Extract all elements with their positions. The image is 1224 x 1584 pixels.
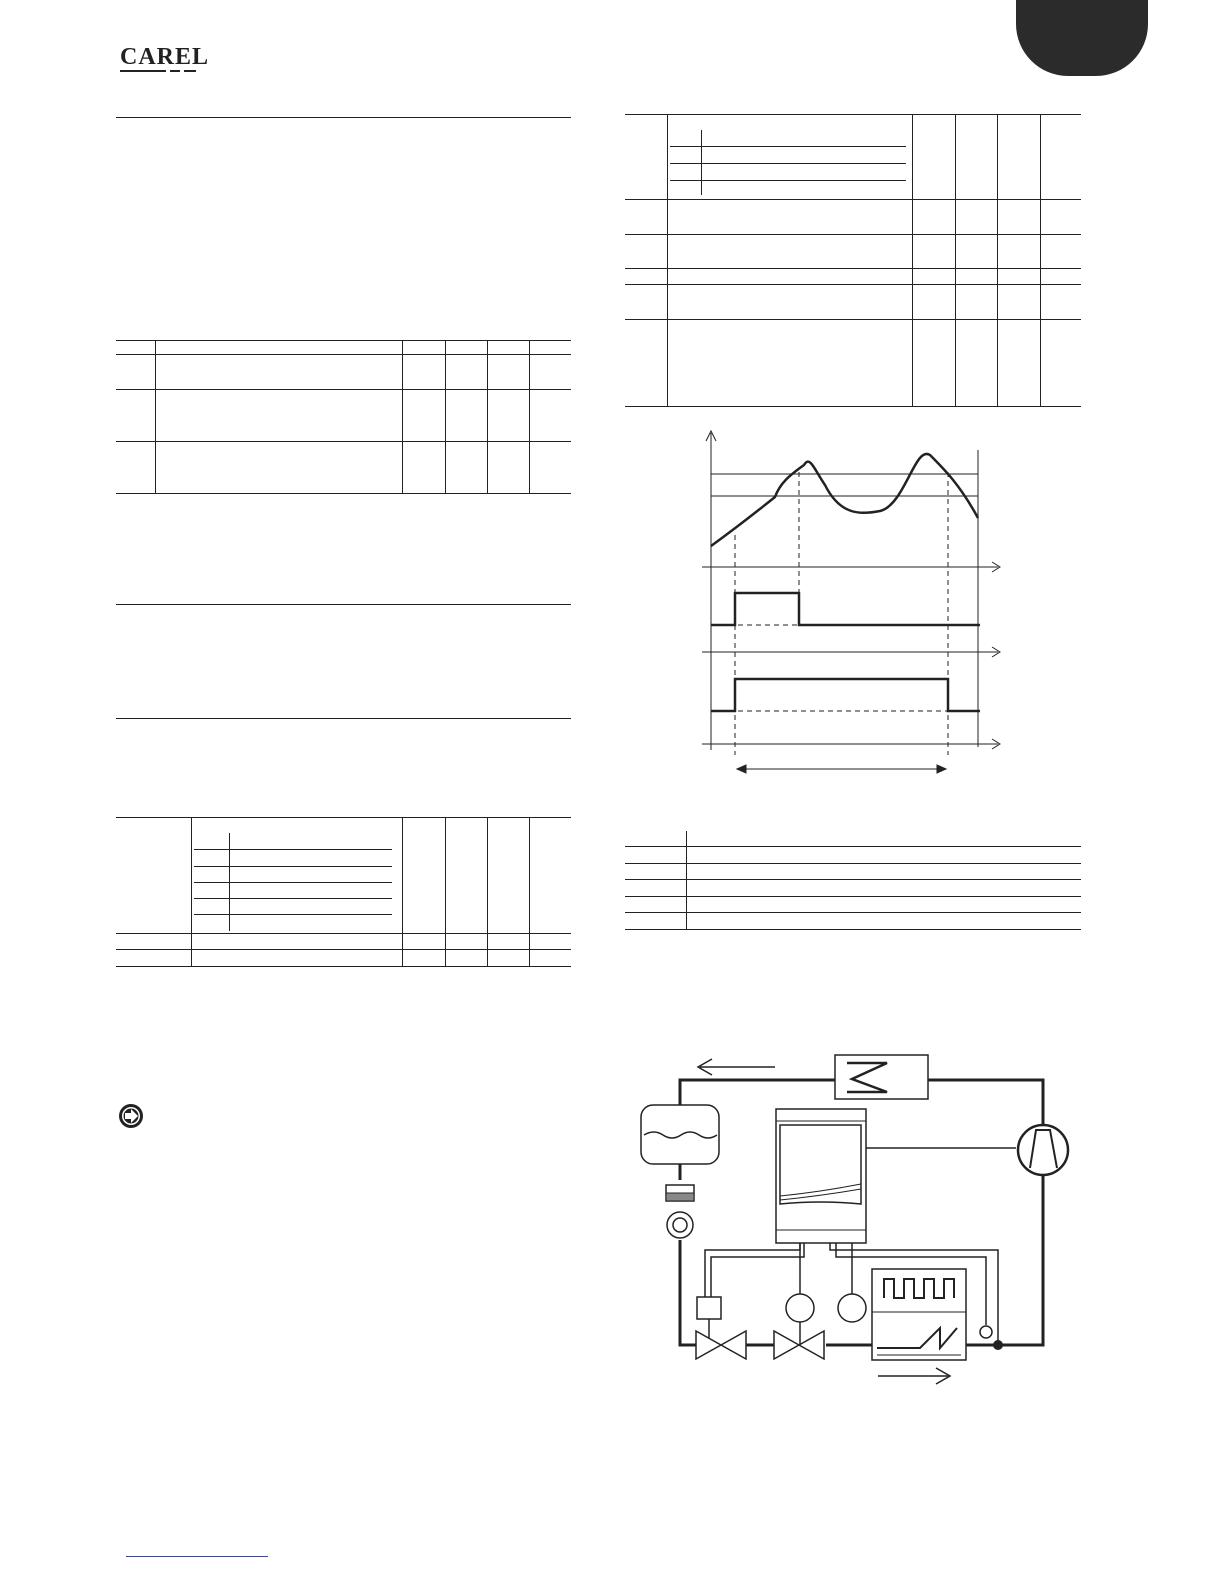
table-divider [1040, 114, 1041, 406]
table-rule [625, 114, 1081, 115]
table-divider [445, 817, 446, 966]
table-rule [625, 929, 1081, 930]
table-rule [625, 199, 1081, 200]
table-rule [116, 949, 571, 950]
table-rule [116, 493, 571, 494]
table-divider [402, 817, 403, 966]
section-rule [116, 117, 571, 118]
table-divider [912, 114, 913, 406]
table-divider [529, 817, 530, 966]
carel-logo: CAREL [120, 44, 210, 70]
table-divider [191, 817, 192, 966]
subtable-rule [194, 882, 392, 883]
table-rule [625, 406, 1081, 407]
table-rule [116, 441, 571, 442]
table-rule [116, 354, 571, 355]
subtable-rule [194, 849, 392, 850]
subtable-rule [670, 146, 906, 147]
table-divider [445, 340, 446, 493]
subtable-rule [670, 180, 906, 181]
footer-link[interactable] [126, 1556, 268, 1557]
logo-underline [120, 70, 166, 72]
table-rule [625, 912, 1081, 913]
table-rule [116, 966, 571, 967]
table-divider [955, 114, 956, 406]
table-rule [625, 284, 1081, 285]
table-divider [402, 340, 403, 493]
subtable-rule [194, 866, 392, 867]
table-rule [625, 234, 1081, 235]
subtable-rule [194, 914, 392, 915]
table-rule [625, 846, 1081, 847]
table-rule [625, 319, 1081, 320]
table-rule [116, 340, 571, 341]
table-rule [625, 268, 1081, 269]
table-divider [487, 817, 488, 966]
arrow-circle-right-icon [117, 1102, 145, 1130]
subtable-rule [194, 898, 392, 899]
table-divider [155, 340, 156, 493]
table-rule [116, 933, 571, 934]
table-rule [625, 863, 1081, 864]
section-rule [116, 718, 571, 719]
table-rule [116, 389, 571, 390]
table-rule [625, 879, 1081, 880]
section-rule [116, 604, 571, 605]
table-rule [625, 896, 1081, 897]
table-divider [529, 340, 530, 493]
logo-underline [184, 70, 196, 72]
subtable-rule [670, 163, 906, 164]
table-divider [997, 114, 998, 406]
refrigeration-circuit-schematic [630, 1050, 1080, 1390]
signal-timing-diagram [680, 425, 1010, 785]
table-divider [487, 340, 488, 493]
logo-underline [170, 70, 180, 72]
table-rule [116, 817, 571, 818]
table-divider [667, 114, 668, 406]
chapter-tab [1016, 0, 1148, 76]
